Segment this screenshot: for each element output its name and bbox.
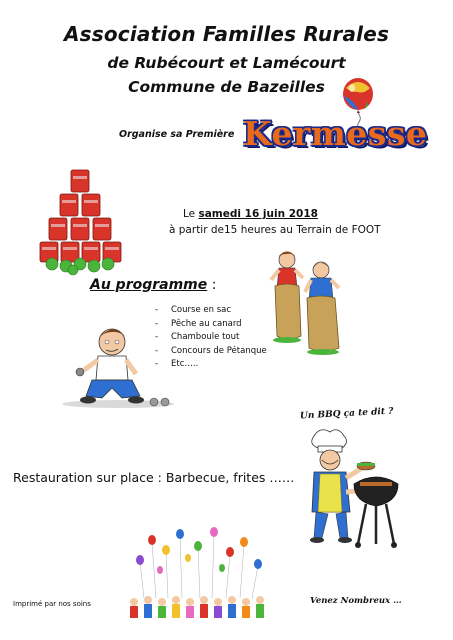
tin-can-pyramid-icon	[40, 166, 122, 274]
list-item: - Course en sac	[155, 304, 267, 318]
event-date: samedi 16 juin 2018	[198, 208, 318, 220]
bbq-caption: Un BBQ ça te dit ?	[299, 406, 394, 422]
sack-race-icon	[265, 248, 355, 356]
event-date-line: Le samedi 16 juin 2018	[183, 208, 318, 220]
bbq-chef-icon	[300, 428, 402, 550]
list-item: - Pêche au canard	[155, 318, 267, 332]
event-name-logo: Kermesse	[243, 114, 428, 153]
list-item: - Chamboule tout	[155, 331, 267, 345]
event-intro: Organise sa Première	[119, 129, 235, 140]
programme-title: Au programme :	[90, 277, 217, 293]
petanque-player-icon	[62, 322, 180, 410]
event-time-place: à partir de15 heures au Terrain de FOOT	[169, 224, 381, 236]
list-item: - Concours de Pétanque	[155, 345, 267, 359]
crowd-balloons-icon	[122, 528, 272, 624]
list-item: - Etc…..	[155, 358, 267, 372]
restauration-text: Restauration sur place : Barbecue, frites ……	[13, 470, 295, 485]
venez-nombreux-text: Venez Nombreux …	[310, 596, 402, 606]
association-title: Association Familles Rurales	[63, 22, 390, 46]
association-subtitle: de Rubécourt et Lamécourt	[107, 54, 346, 72]
printed-note: Imprimé par nos soins	[13, 600, 91, 608]
commune-name: Commune de Bazeilles	[128, 78, 325, 96]
